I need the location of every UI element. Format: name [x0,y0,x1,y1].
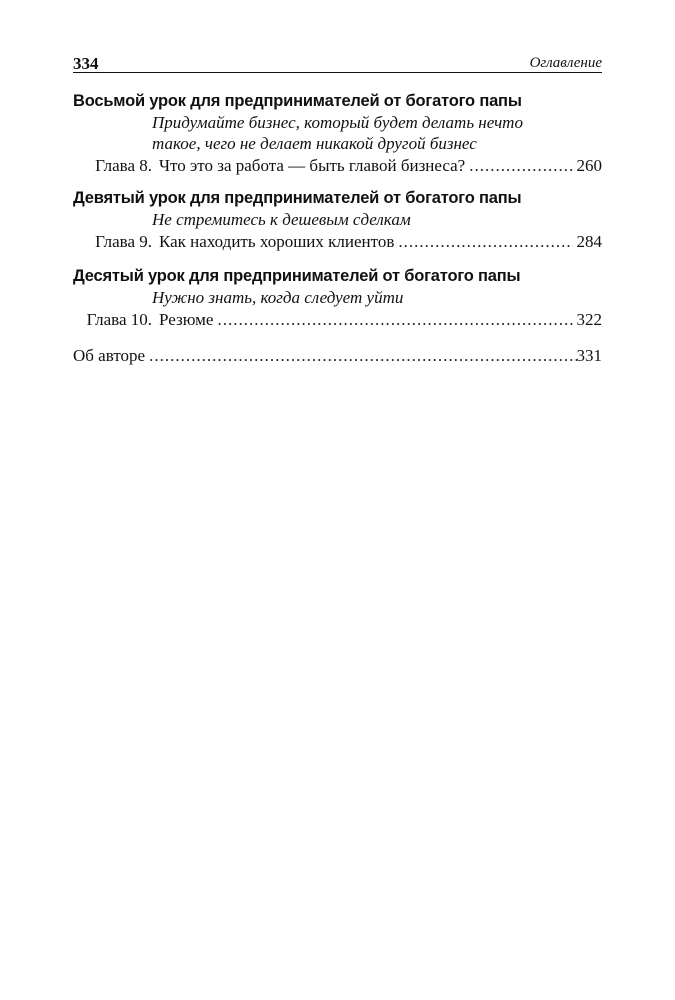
chapter-title: Как находить хороших клиентов [159,232,395,251]
page-number: 334 [73,54,99,73]
chapter-page: 260 [576,156,602,175]
dot-leader [217,309,572,331]
dot-leader [149,345,576,367]
about-page: 331 [576,346,602,365]
chapter-title: Что это за работа — быть главой бизнеса? [159,156,466,175]
toc-entry[interactable] [73,231,602,253]
lesson-subtitle: Не стремитесь к дешевым сделкам [152,210,411,229]
chapter-page: 322 [576,310,602,329]
page-header [73,52,602,73]
dot-leader [469,155,572,177]
lesson-title: Девятый урок для предпринимателей от богатого папы [73,189,522,207]
toc-entry-about[interactable] [73,345,602,367]
running-head: Оглавление [529,55,602,71]
chapter-title: Резюме [159,310,214,329]
toc-entry[interactable] [73,309,602,331]
chapter-label: Глава 9. [95,232,152,251]
chapter-label: Глава 8. [95,156,152,175]
toc-entry[interactable] [73,155,602,177]
chapter-label: Глава 10. [86,310,152,329]
lesson-title: Десятый урок для предпринимателей от богатого папы [73,267,521,285]
lesson-subtitle: Нужно знать, когда следует уйти [152,288,404,307]
lesson-subtitle: Придумайте бизнес, который будет делать нечто [152,113,523,132]
about-title: Об авторе [73,346,146,365]
dot-leader [398,231,572,253]
lesson-title: Восьмой урок для предпринимателей от богатого папы [73,92,522,110]
lesson-subtitle: такое, чего не делает никакой другой бизнес [152,134,477,153]
chapter-page: 284 [576,232,602,251]
